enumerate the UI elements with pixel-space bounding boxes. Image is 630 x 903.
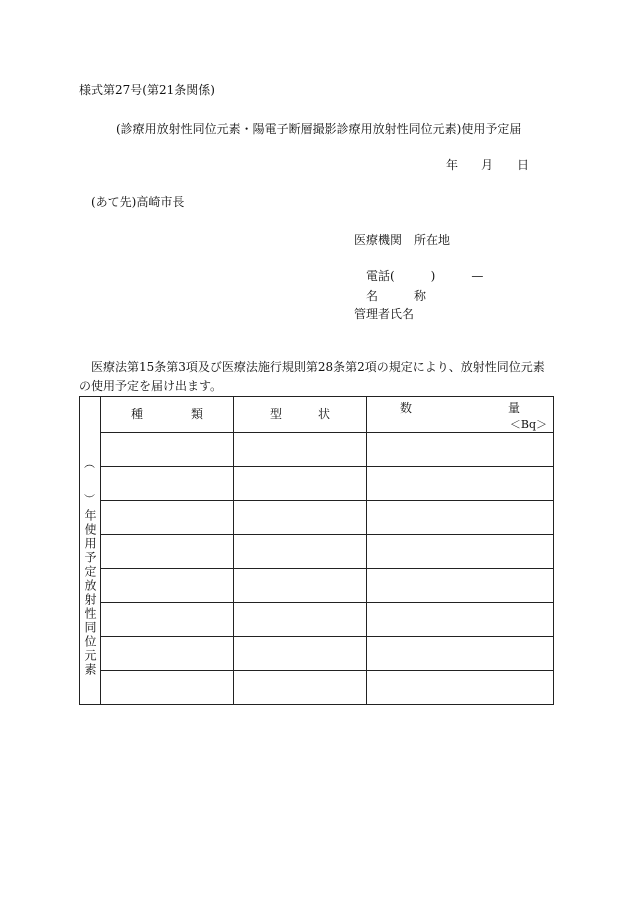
declaration-text [79, 358, 553, 396]
table-row [80, 671, 554, 705]
side-paren-open: ︵ [84, 457, 95, 470]
type-cell[interactable] [101, 501, 234, 535]
type-cell[interactable] [101, 637, 234, 671]
side-label-cell [80, 397, 101, 705]
type-cell[interactable] [101, 535, 234, 569]
table-header-row [80, 397, 554, 433]
table-row [80, 603, 554, 637]
quantity-unit: ＜Bq＞ [509, 418, 547, 431]
type-cell[interactable] [101, 603, 234, 637]
quantity-cell[interactable] [367, 535, 554, 569]
type-cell[interactable] [101, 467, 234, 501]
date-line [446, 156, 529, 173]
table-row [80, 467, 554, 501]
shape-cell[interactable] [234, 569, 367, 603]
quantity-cell[interactable] [367, 569, 554, 603]
phone-label: 電話( ) — [366, 269, 484, 283]
table-row [80, 501, 554, 535]
shape-cell[interactable] [234, 603, 367, 637]
header-type: 種 類 [101, 397, 234, 433]
shape-cell[interactable] [234, 671, 367, 705]
manager-name-label: 管理者氏名 [354, 307, 415, 321]
table-row [80, 569, 554, 603]
institution-name-label: 名 称 [366, 289, 427, 303]
table-row [80, 433, 554, 467]
isotope-table [79, 396, 554, 705]
header-shape: 型 状 [234, 397, 367, 433]
quantity-cell[interactable] [367, 637, 554, 671]
quantity-cell[interactable] [367, 501, 554, 535]
side-label: 年使用予定放射性同位元素 [83, 509, 97, 677]
type-cell[interactable] [101, 433, 234, 467]
date-month: 月 [481, 158, 494, 172]
side-paren-close: ︶ [84, 493, 95, 506]
quantity-cell[interactable] [367, 671, 554, 705]
type-cell[interactable] [101, 569, 234, 603]
declaration-body: 医療法第15条第3項及び医療法施行規則第28条第2項の規定により、放射性同位元素の使用予定を届け出ます。 [79, 360, 545, 393]
header-quantity: 数 量 ＜Bq＞ [367, 397, 554, 433]
quantity-cell[interactable] [367, 433, 554, 467]
date-day: 日 [517, 158, 530, 172]
shape-cell[interactable] [234, 637, 367, 671]
shape-cell[interactable] [234, 467, 367, 501]
type-cell[interactable] [101, 671, 234, 705]
shape-cell[interactable] [234, 501, 367, 535]
table-row [80, 637, 554, 671]
shape-cell[interactable] [234, 433, 367, 467]
institution-address-label: 医療機関 所在地 [354, 233, 451, 247]
page-title: (診療用放射性同位元素・陽電子断層撮影診療用放射性同位元素)使用予定届 [116, 122, 522, 136]
date-year: 年 [446, 158, 459, 172]
addressee: (あて先)高崎市長 [91, 195, 185, 209]
shape-cell[interactable] [234, 535, 367, 569]
quantity-cell[interactable] [367, 467, 554, 501]
form-number: 様式第27号(第21条関係) [79, 83, 215, 97]
table-row [80, 535, 554, 569]
quantity-cell[interactable] [367, 603, 554, 637]
